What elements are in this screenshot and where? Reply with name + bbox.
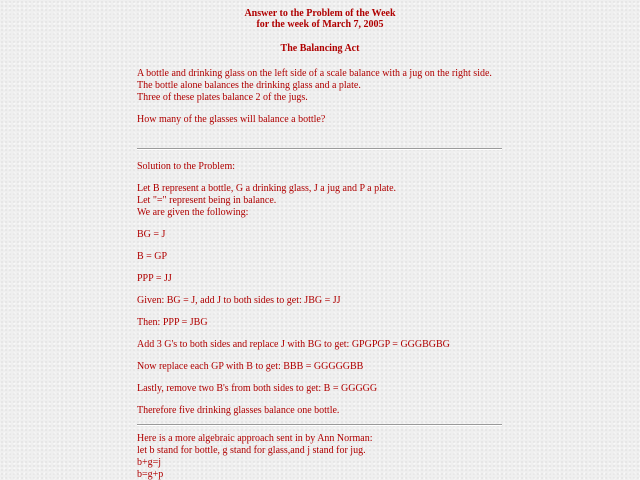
page-heading: Answer to the Problem of the Week: [244, 8, 396, 19]
horizontal-divider: [137, 424, 502, 426]
problem-line: Three of these plates balance 2 of the jugs.: [137, 92, 308, 103]
solution-intro-line: Let "=" represent being in balance.: [137, 195, 277, 206]
algebraic-line: b=g+p: [137, 469, 164, 480]
solution-conclusion: Therefore five drinking glasses balance one bottle.: [137, 405, 340, 416]
solution-step: Add 3 G's to both sides and replace J with BG to get: GPGPGP = GGGBGBG: [137, 339, 450, 350]
equation: PPP = JJ: [137, 273, 172, 284]
problem-title: The Balancing Act: [280, 43, 360, 54]
algebraic-line: Here is a more algebraic approach sent in by Ann Norman:: [137, 433, 373, 444]
problem-line: A bottle and drinking glass on the left side of a scale balance with a jug on the right side.: [137, 68, 492, 79]
algebraic-line: b+g=j: [137, 457, 162, 468]
solution-step: Lastly, remove two B's from both sides to get: B = GGGGG: [137, 383, 378, 394]
algebraic-line: let b stand for bottle, g stand for glass,and j stand for jug.: [137, 445, 366, 456]
problem-line: The bottle alone balances the drinking glass and a plate.: [137, 80, 361, 91]
equation: BG = J: [137, 229, 166, 240]
solution-intro-line: Let B represent a bottle, G a drinking glass, J a jug and P a plate.: [137, 183, 397, 194]
horizontal-divider: [137, 148, 502, 150]
solution-step: Given: BG = J, add J to both sides to get: JBG = JJ: [137, 295, 341, 306]
problem-question: How many of the glasses will balance a bottle?: [137, 114, 326, 125]
page-subheading: for the week of March 7, 2005: [256, 19, 384, 30]
solution-heading: Solution to the Problem:: [137, 161, 236, 172]
solution-intro-line: We are given the following:: [137, 207, 249, 218]
solution-step: Then: PPP = JBG: [137, 317, 208, 328]
equation: B = GP: [137, 251, 168, 262]
solution-step: Now replace each GP with B to get: BBB = GGGGGBB: [137, 361, 364, 372]
